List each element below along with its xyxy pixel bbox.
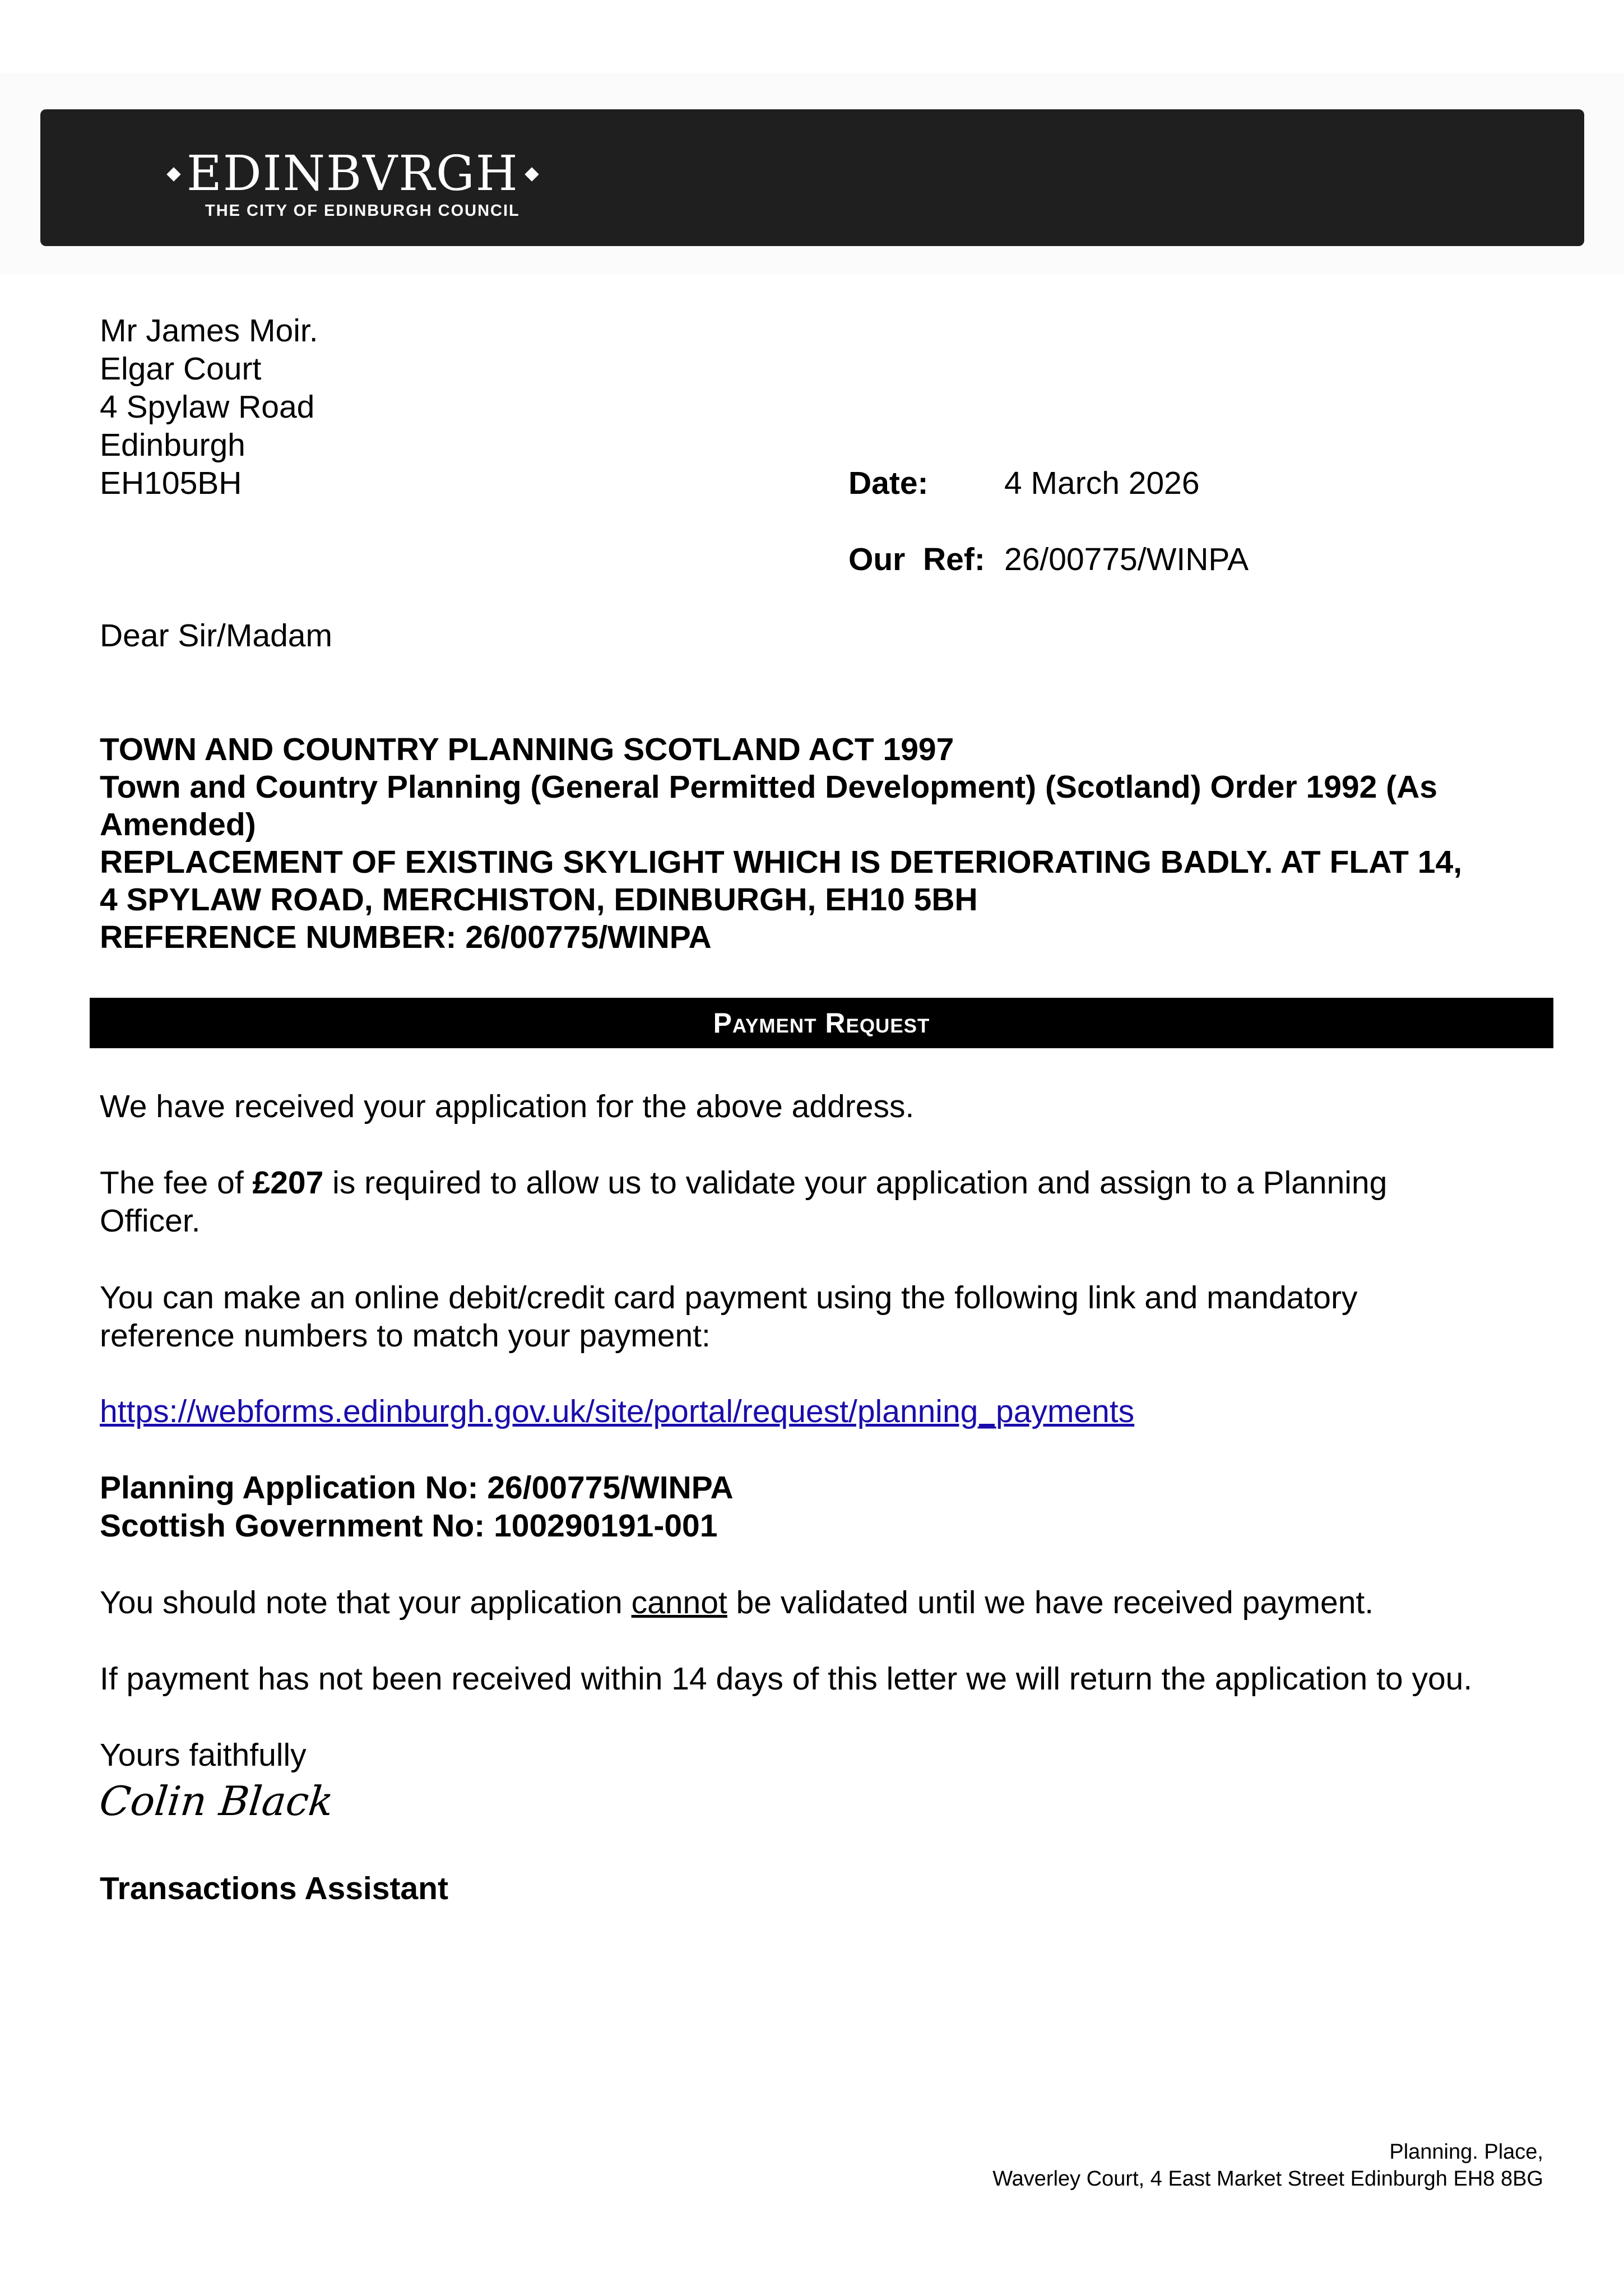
- footer-line-2: Waverley Court, 4 East Market Street Edinburgh EH8 8BG: [992, 2167, 1543, 2191]
- recipient-address: [100, 312, 318, 502]
- section-title: Payment Request: [713, 1007, 930, 1039]
- recipient-line2: 4 Spylaw Road: [100, 389, 315, 425]
- heading-line: Amended): [100, 807, 256, 843]
- logo-diamond-right-icon: [525, 167, 539, 181]
- sign-off: Yours faithfully: [100, 1737, 307, 1773]
- footer-address: [992, 2138, 1543, 2192]
- fee-line: [100, 1164, 1387, 1202]
- paragraph-received: We have received your application for the above address.: [100, 1089, 915, 1124]
- recipient-city: Edinburgh: [100, 427, 245, 463]
- section-title-bar: [90, 998, 1553, 1048]
- fee-amount: £207: [252, 1165, 324, 1201]
- date-value: 4 March 2026: [1004, 465, 1200, 501]
- heading-line: Town and Country Planning (General Permitted Development) (Scotland) Order 1992 (As: [100, 769, 1437, 805]
- date-label: Date:: [848, 465, 929, 501]
- paragraph-fee: [100, 1164, 1387, 1240]
- paragraph-online-payment: [100, 1279, 1357, 1355]
- logo-text: EDINBVRGH: [187, 146, 519, 202]
- reference-numbers: [100, 1469, 734, 1545]
- reference-value: 26/00775/WINPA: [1004, 541, 1249, 577]
- scottish-government-number: Scottish Government No: 100290191-001: [100, 1508, 718, 1544]
- heading-line: REPLACEMENT OF EXISTING SKYLIGHT WHICH IS DETERIORATING BADLY. AT FLAT 14,: [100, 844, 1463, 880]
- letter-heading: [100, 731, 1462, 956]
- paragraph-return-warning: If payment has not been received within 14 days of this letter we will return the application to you.: [100, 1661, 1473, 1697]
- fee-line-2: Officer.: [100, 1203, 201, 1239]
- footer-line-1: Planning. Place,: [1389, 2140, 1543, 2164]
- reference-label: Our Ref:: [848, 541, 985, 577]
- planning-application-number: Planning Application No: 26/00775/WINPA: [100, 1470, 734, 1506]
- salutation: Dear Sir/Madam: [100, 618, 332, 654]
- payment-line-2: reference numbers to match your payment:: [100, 1318, 711, 1354]
- handwritten-signature: Colin Black: [97, 1777, 336, 1825]
- logo-diamond-left-icon: [166, 167, 180, 181]
- payment-line-1: You can make an online debit/credit card payment using the following link and mandatory: [100, 1280, 1358, 1316]
- signatory-title: Transactions Assistant: [100, 1871, 448, 1906]
- heading-line: TOWN AND COUNTRY PLANNING SCOTLAND ACT 1997: [100, 732, 954, 767]
- paragraph-validation-note: [100, 1584, 1374, 1622]
- council-logo: [161, 147, 545, 201]
- heading-line: 4 SPYLAW ROAD, MERCHISTON, EDINBURGH, EH10 5BH: [100, 882, 978, 918]
- recipient-postcode: EH105BH: [100, 465, 242, 501]
- recipient-line1: Elgar Court: [100, 351, 262, 387]
- note-suffix: be validated until we have received payment.: [727, 1585, 1374, 1621]
- fee-prefix: The fee of: [100, 1165, 253, 1201]
- payment-portal-link[interactable]: https://webforms.edinburgh.gov.uk/site/portal/request/planning_payments: [100, 1394, 1135, 1429]
- fee-suffix: is required to allow us to validate your application and assign to a Planning: [323, 1165, 1388, 1201]
- note-prefix: You should note that your application: [100, 1585, 632, 1621]
- note-emphasis: cannot: [631, 1585, 727, 1621]
- logo-subtitle: THE CITY OF EDINBURGH COUNCIL: [205, 202, 520, 220]
- heading-line: REFERENCE NUMBER: 26/00775/WINPA: [100, 919, 712, 955]
- recipient-name: Mr James Moir.: [100, 313, 318, 349]
